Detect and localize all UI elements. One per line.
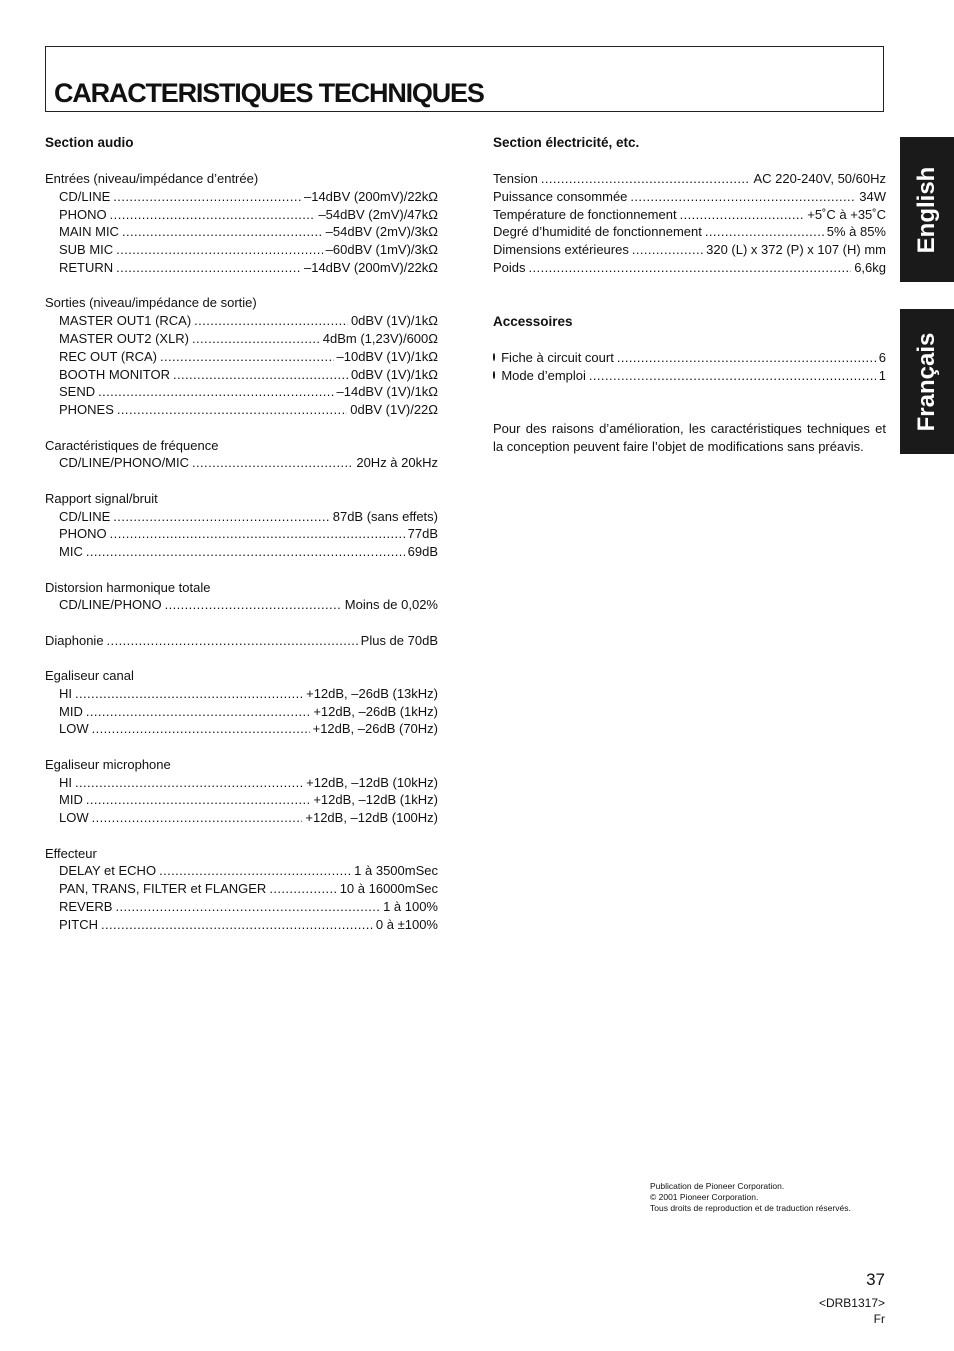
spec-row [45, 862, 438, 880]
audio-column [45, 134, 438, 951]
spec-label: DELAY et ECHO [59, 863, 157, 879]
channel-eq-title: Egaliseur canal [45, 668, 134, 684]
bullet-icon [493, 353, 495, 361]
accessories-heading: Accessoires [493, 313, 573, 329]
spec-value: 320 (L) x 372 (P) x 107 (H) mm [706, 242, 886, 258]
outputs-group [45, 294, 438, 419]
disclaimer-note: Pour des raisons d’amélioration, les caractéristiques techniques et la conception peuvent faire l’objet de modifications sans préavis. [493, 421, 886, 455]
effects-group [45, 845, 438, 934]
accessories-group [493, 349, 886, 385]
title-box [45, 46, 884, 112]
spec-value: 1 à 100% [383, 899, 438, 915]
spec-value: –54dBV (2mV)/3kΩ [325, 224, 438, 240]
spec-label: PHONO [59, 206, 107, 222]
spec-label: SUB MIC [59, 242, 114, 258]
tab-english[interactable] [900, 137, 954, 282]
spec-row [45, 383, 438, 401]
audio-heading: Section audio [45, 135, 134, 150]
spec-value: –10dBV (1V)/1kΩ [336, 348, 438, 364]
drb-code: <DRB1317> [818, 1296, 885, 1310]
copyright-line: © 2001 Pioneer Corporation. [650, 1192, 759, 1202]
tab-francais-label: Français [913, 332, 940, 431]
spec-row [493, 170, 886, 188]
rights-line: Tous droits de reproduction et de traduction réservés. [650, 1203, 851, 1213]
spec-row [45, 543, 438, 561]
spec-row [493, 188, 886, 206]
channel-eq-group [45, 667, 438, 738]
snr-group [45, 490, 438, 561]
spec-row [45, 241, 438, 259]
effects-title: Effecteur [45, 845, 97, 861]
accessory-row [493, 349, 886, 367]
tab-english-label: English [913, 166, 940, 253]
spec-row [45, 685, 438, 703]
spec-row [45, 880, 438, 898]
spec-row [45, 223, 438, 241]
spec-label: Degré d’humidité de fonctionnement [493, 224, 702, 240]
spec-value: 0dBV (1V)/1kΩ [350, 313, 438, 329]
spec-value: Moins de 0,02% [344, 597, 438, 613]
spec-row [45, 454, 438, 472]
spec-row [45, 312, 438, 330]
spec-row [493, 241, 886, 259]
spec-value: 0dBV (1V)/22Ω [350, 402, 438, 418]
spec-value: 77dB [407, 526, 438, 542]
spec-value: +12dB, –12dB (1kHz) [313, 792, 438, 808]
spec-label: MASTER OUT1 (RCA) [59, 313, 192, 329]
spec-label: Fiche à circuit court [501, 349, 614, 365]
spec-label: PITCH [59, 916, 98, 932]
spec-value: –60dBV (1mV)/3kΩ [325, 242, 438, 258]
spec-value: 10 à 16000mSec [339, 881, 438, 897]
electric-group [493, 170, 886, 277]
freq-title: Caractéristiques de fréquence [45, 437, 219, 453]
crosstalk-group [45, 632, 438, 650]
spec-label: MID [59, 703, 83, 719]
inputs-title: Entrées (niveau/impédance d’entrée) [45, 171, 259, 186]
spec-row [45, 348, 438, 366]
spec-value: +12dB, –26dB (1kHz) [313, 703, 438, 719]
inputs-group [45, 170, 438, 277]
spec-value: 0 à ±100% [375, 916, 438, 932]
spec-label: CD/LINE [59, 508, 111, 524]
spec-label: REVERB [59, 899, 113, 915]
spec-value: Plus de 70dB [360, 632, 438, 648]
spec-row [45, 632, 438, 650]
spec-label: Mode d’emploi [501, 367, 586, 383]
outputs-title: Sorties (niveau/impédance de sortie) [45, 295, 257, 311]
spec-label: PHONES [59, 402, 114, 418]
spec-value: 1 à 3500mSec [354, 863, 438, 879]
spec-value: +12dB, –26dB (70Hz) [312, 721, 438, 737]
spec-value: 20Hz à 20kHz [356, 455, 438, 471]
spec-value: 34W [859, 188, 886, 204]
spec-value: –54dBV (2mV)/47kΩ [318, 206, 438, 222]
spec-value: –14dBV (200mV)/22kΩ [303, 259, 438, 275]
electric-column [493, 134, 886, 456]
accessory-row [493, 367, 886, 385]
publication-line: Publication de Pioneer Corporation. [650, 1181, 785, 1191]
page-title: CARACTERISTIQUES TECHNIQUES [54, 78, 484, 108]
spec-label: MASTER OUT2 (XLR) [59, 330, 190, 346]
spec-row [45, 401, 438, 419]
page-number: 37 [866, 1270, 885, 1289]
spec-row [45, 206, 438, 224]
spec-row [45, 703, 438, 721]
spec-label: Tension [493, 171, 538, 186]
spec-label: SEND [59, 384, 96, 400]
spec-row [45, 330, 438, 348]
spec-row [45, 916, 438, 934]
spec-value: AC 220-240V, 50/60Hz [753, 171, 886, 186]
spec-label: Puissance consommée [493, 188, 628, 204]
spec-label: RETURN [59, 259, 114, 275]
publication-info [650, 1181, 851, 1214]
spec-row [45, 188, 438, 206]
spec-label: LOW [59, 721, 89, 737]
spec-label: LOW [59, 810, 89, 826]
spec-value: 6 [878, 349, 886, 365]
spec-value: 6,6kg [854, 259, 886, 275]
spec-value: 69dB [407, 544, 438, 560]
spec-label: Poids [493, 259, 526, 275]
lang-code: Fr [873, 1312, 885, 1326]
spec-label: Diaphonie [45, 632, 104, 648]
spec-label: CD/LINE [59, 188, 111, 204]
spec-row [493, 259, 886, 277]
spec-value: +5˚C à +35˚C [807, 206, 886, 222]
thd-group [45, 579, 438, 615]
spec-label: CD/LINE/PHONO [59, 597, 162, 613]
mic-eq-group [45, 756, 438, 827]
spec-value: +12dB, –12dB (10kHz) [306, 774, 438, 790]
spec-label: CD/LINE/PHONO/MIC [59, 455, 190, 471]
spec-value: 5% à 85% [826, 224, 886, 240]
spec-label: HI [59, 774, 72, 790]
freq-group [45, 437, 438, 473]
spec-value: +12dB, –12dB (100Hz) [305, 810, 438, 826]
spec-label: MIC [59, 544, 83, 560]
tab-francais[interactable] [900, 309, 954, 454]
spec-label: PHONO [59, 526, 107, 542]
spec-row [45, 809, 438, 827]
spec-row [493, 206, 886, 224]
mic-eq-title: Egaliseur microphone [45, 756, 171, 772]
spec-row [45, 525, 438, 543]
spec-value: –14dBV (200mV)/22kΩ [303, 188, 438, 204]
spec-label: REC OUT (RCA) [59, 348, 157, 364]
spec-value: 0dBV (1V)/1kΩ [350, 366, 438, 382]
snr-title: Rapport signal/bruit [45, 490, 158, 506]
spec-value: +12dB, –26dB (13kHz) [306, 685, 438, 701]
spec-value: 4dBm (1,23V)/600Ω [322, 330, 438, 346]
electric-heading: Section électricité, etc. [493, 135, 640, 150]
thd-title: Distorsion harmonique totale [45, 579, 211, 595]
spec-row [45, 259, 438, 277]
spec-row [45, 898, 438, 916]
spec-label: HI [59, 685, 72, 701]
spec-value: –14dBV (1V)/1kΩ [336, 384, 438, 400]
spec-label: BOOTH MONITOR [59, 366, 170, 382]
spec-label: Température de fonctionnement [493, 206, 677, 222]
spec-label: MID [59, 792, 83, 808]
spec-row [45, 596, 438, 614]
spec-label: PAN, TRANS, FILTER et FLANGER [59, 881, 267, 897]
bullet-icon [493, 371, 495, 379]
spec-value: 1 [878, 367, 886, 383]
spec-row [45, 774, 438, 792]
spec-label: MAIN MIC [59, 224, 119, 240]
spec-row [45, 791, 438, 809]
spec-label: Dimensions extérieures [493, 242, 629, 258]
spec-value: 87dB (sans effets) [332, 508, 438, 524]
document-code [819, 1295, 885, 1327]
spec-row [45, 366, 438, 384]
spec-row [45, 720, 438, 738]
spec-row [493, 223, 886, 241]
spec-row [45, 508, 438, 526]
